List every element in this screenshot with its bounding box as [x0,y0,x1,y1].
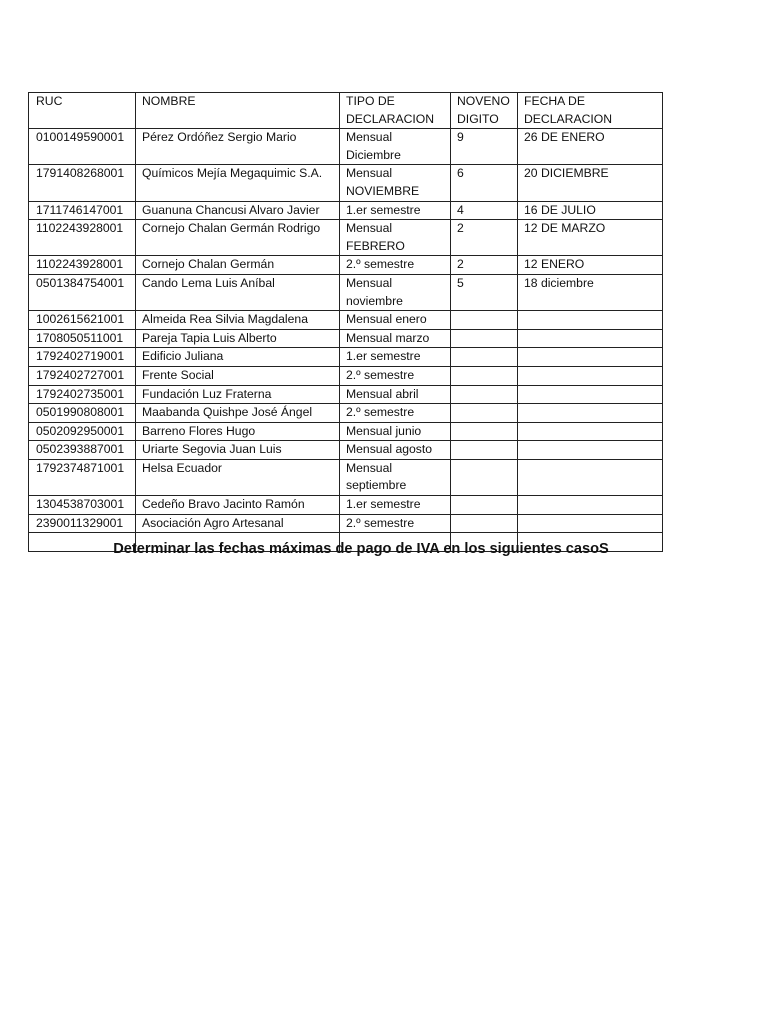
cell-nombre: Cornejo Chalan Germán [136,256,340,275]
cell-fecha-declaracion: 12 DE MARZO [518,220,663,256]
table-row [29,514,663,533]
table-row [29,348,663,367]
cell-nombre: Almeida Rea Silvia Magdalena [136,311,340,330]
cell-noveno-digito: 2 [451,256,518,275]
cell-nombre: Asociación Agro Artesanal [136,514,340,533]
cell-nombre: Maabanda Quishpe José Ángel [136,404,340,423]
cell-noveno-digito [451,404,518,423]
cell-noveno-digito [451,329,518,348]
cell-noveno-digito: 2 [451,220,518,256]
cell-noveno-digito [451,385,518,404]
cell-fecha-declaracion: 18 diciembre [518,274,663,310]
cell-tipo-declaracion: 2.º semestre [340,366,451,385]
cell-nombre: Guanuna Chancusi Alvaro Javier [136,201,340,220]
cell-ruc: 1102243928001 [29,256,136,275]
cell-fecha-declaracion [518,514,663,533]
cell-fecha-declaracion: 26 DE ENERO [518,129,663,165]
table-row [29,311,663,330]
cell-ruc: 1792402727001 [29,366,136,385]
cell-tipo-declaracion: Mensual abril [340,385,451,404]
cell-ruc: 0502092950001 [29,422,136,441]
cell-tipo-declaracion: 1.er semestre [340,496,451,515]
cell-nombre: Helsa Ecuador [136,459,340,495]
cell-ruc: 0501990808001 [29,404,136,423]
table-row [29,459,663,495]
cell-tipo-declaracion: Mensual FEBRERO [340,220,451,256]
cell-ruc: 1792374871001 [29,459,136,495]
cell-ruc: 1792402719001 [29,348,136,367]
cell-tipo-declaracion: 2.º semestre [340,256,451,275]
cell-tipo-declaracion: 2.º semestre [340,514,451,533]
cell-noveno-digito: 6 [451,165,518,201]
cell-fecha-declaracion: 12 ENERO [518,256,663,275]
cell-noveno-digito [451,366,518,385]
table-row [29,496,663,515]
cell-tipo-declaracion: Mensual junio [340,422,451,441]
cell-fecha-declaracion [518,422,663,441]
cell-fecha-declaracion [518,459,663,495]
cell-ruc: 0501384754001 [29,274,136,310]
table-row [29,201,663,220]
table-row [29,256,663,275]
table-row [29,422,663,441]
cell-tipo-declaracion: 1.er semestre [340,201,451,220]
cell-fecha-declaracion [518,366,663,385]
cell-noveno-digito [451,514,518,533]
header-noveno-digito: NOVENO DIGITO [451,93,518,129]
cell-fecha-declaracion [518,385,663,404]
cell-nombre: Pérez Ordóñez Sergio Mario [136,129,340,165]
cell-nombre: Barreno Flores Hugo [136,422,340,441]
table-row [29,441,663,460]
cell-tipo-declaracion: Mensual marzo [340,329,451,348]
cell-fecha-declaracion [518,404,663,423]
cell-ruc: 0502393887001 [29,441,136,460]
cell-fecha-declaracion [518,329,663,348]
cell-tipo-declaracion: Mensual agosto [340,441,451,460]
cell-ruc: 1711746147001 [29,201,136,220]
cell-tipo-declaracion: Mensual septiembre [340,459,451,495]
cell-tipo-declaracion: Mensual NOVIEMBRE [340,165,451,201]
table-row [29,274,663,310]
table-row [29,165,663,201]
declaration-table [28,92,663,552]
header-ruc: RUC [29,93,136,129]
table-row [29,220,663,256]
table-row [29,385,663,404]
cell-ruc: 1002615621001 [29,311,136,330]
table-row [29,404,663,423]
cell-ruc: 1304538703001 [29,496,136,515]
cell-fecha-declaracion [518,311,663,330]
table-row [29,366,663,385]
cell-noveno-digito [451,441,518,460]
table-row [29,129,663,165]
cell-ruc: 1792402735001 [29,385,136,404]
cell-noveno-digito [451,422,518,441]
cell-tipo-declaracion: 1.er semestre [340,348,451,367]
cell-nombre: Frente Social [136,366,340,385]
cell-nombre: Uriarte Segovia Juan Luis [136,441,340,460]
cell-nombre: Fundación Luz Fraterna [136,385,340,404]
cell-tipo-declaracion: Mensual noviembre [340,274,451,310]
cell-tipo-declaracion: Mensual enero [340,311,451,330]
cell-noveno-digito [451,311,518,330]
header-fecha-declaracion: FECHA DE DECLARACION [518,93,663,129]
cell-fecha-declaracion [518,441,663,460]
cell-tipo-declaracion: 2.º semestre [340,404,451,423]
cell-fecha-declaracion: 16 DE JULIO [518,201,663,220]
table-header-row [29,93,663,129]
page-caption: Determinar las fechas máximas de pago de IVA en los siguientes casoS [113,541,609,557]
cell-nombre: Químicos Mejía Megaquimic S.A. [136,165,340,201]
cell-noveno-digito [451,459,518,495]
cell-nombre: Cando Lema Luis Aníbal [136,274,340,310]
cell-noveno-digito: 5 [451,274,518,310]
table-row [29,329,663,348]
cell-nombre: Edificio Juliana [136,348,340,367]
cell-ruc: 2390011329001 [29,514,136,533]
header-nombre: NOMBRE [136,93,340,129]
cell-ruc: 1791408268001 [29,165,136,201]
cell-nombre: Cornejo Chalan Germán Rodrigo [136,220,340,256]
header-tipo-declaracion: TIPO DE DECLARACION [340,93,451,129]
cell-ruc: 1102243928001 [29,220,136,256]
cell-fecha-declaracion [518,348,663,367]
cell-nombre: Cedeño Bravo Jacinto Ramón [136,496,340,515]
cell-noveno-digito [451,348,518,367]
cell-ruc: 0100149590001 [29,129,136,165]
cell-noveno-digito: 4 [451,201,518,220]
cell-ruc: 1708050511001 [29,329,136,348]
cell-noveno-digito [451,496,518,515]
cell-fecha-declaracion [518,496,663,515]
cell-nombre: Pareja Tapia Luis Alberto [136,329,340,348]
cell-tipo-declaracion: Mensual Diciembre [340,129,451,165]
table-body [29,93,663,552]
cell-fecha-declaracion: 20 DICIEMBRE [518,165,663,201]
cell-noveno-digito: 9 [451,129,518,165]
